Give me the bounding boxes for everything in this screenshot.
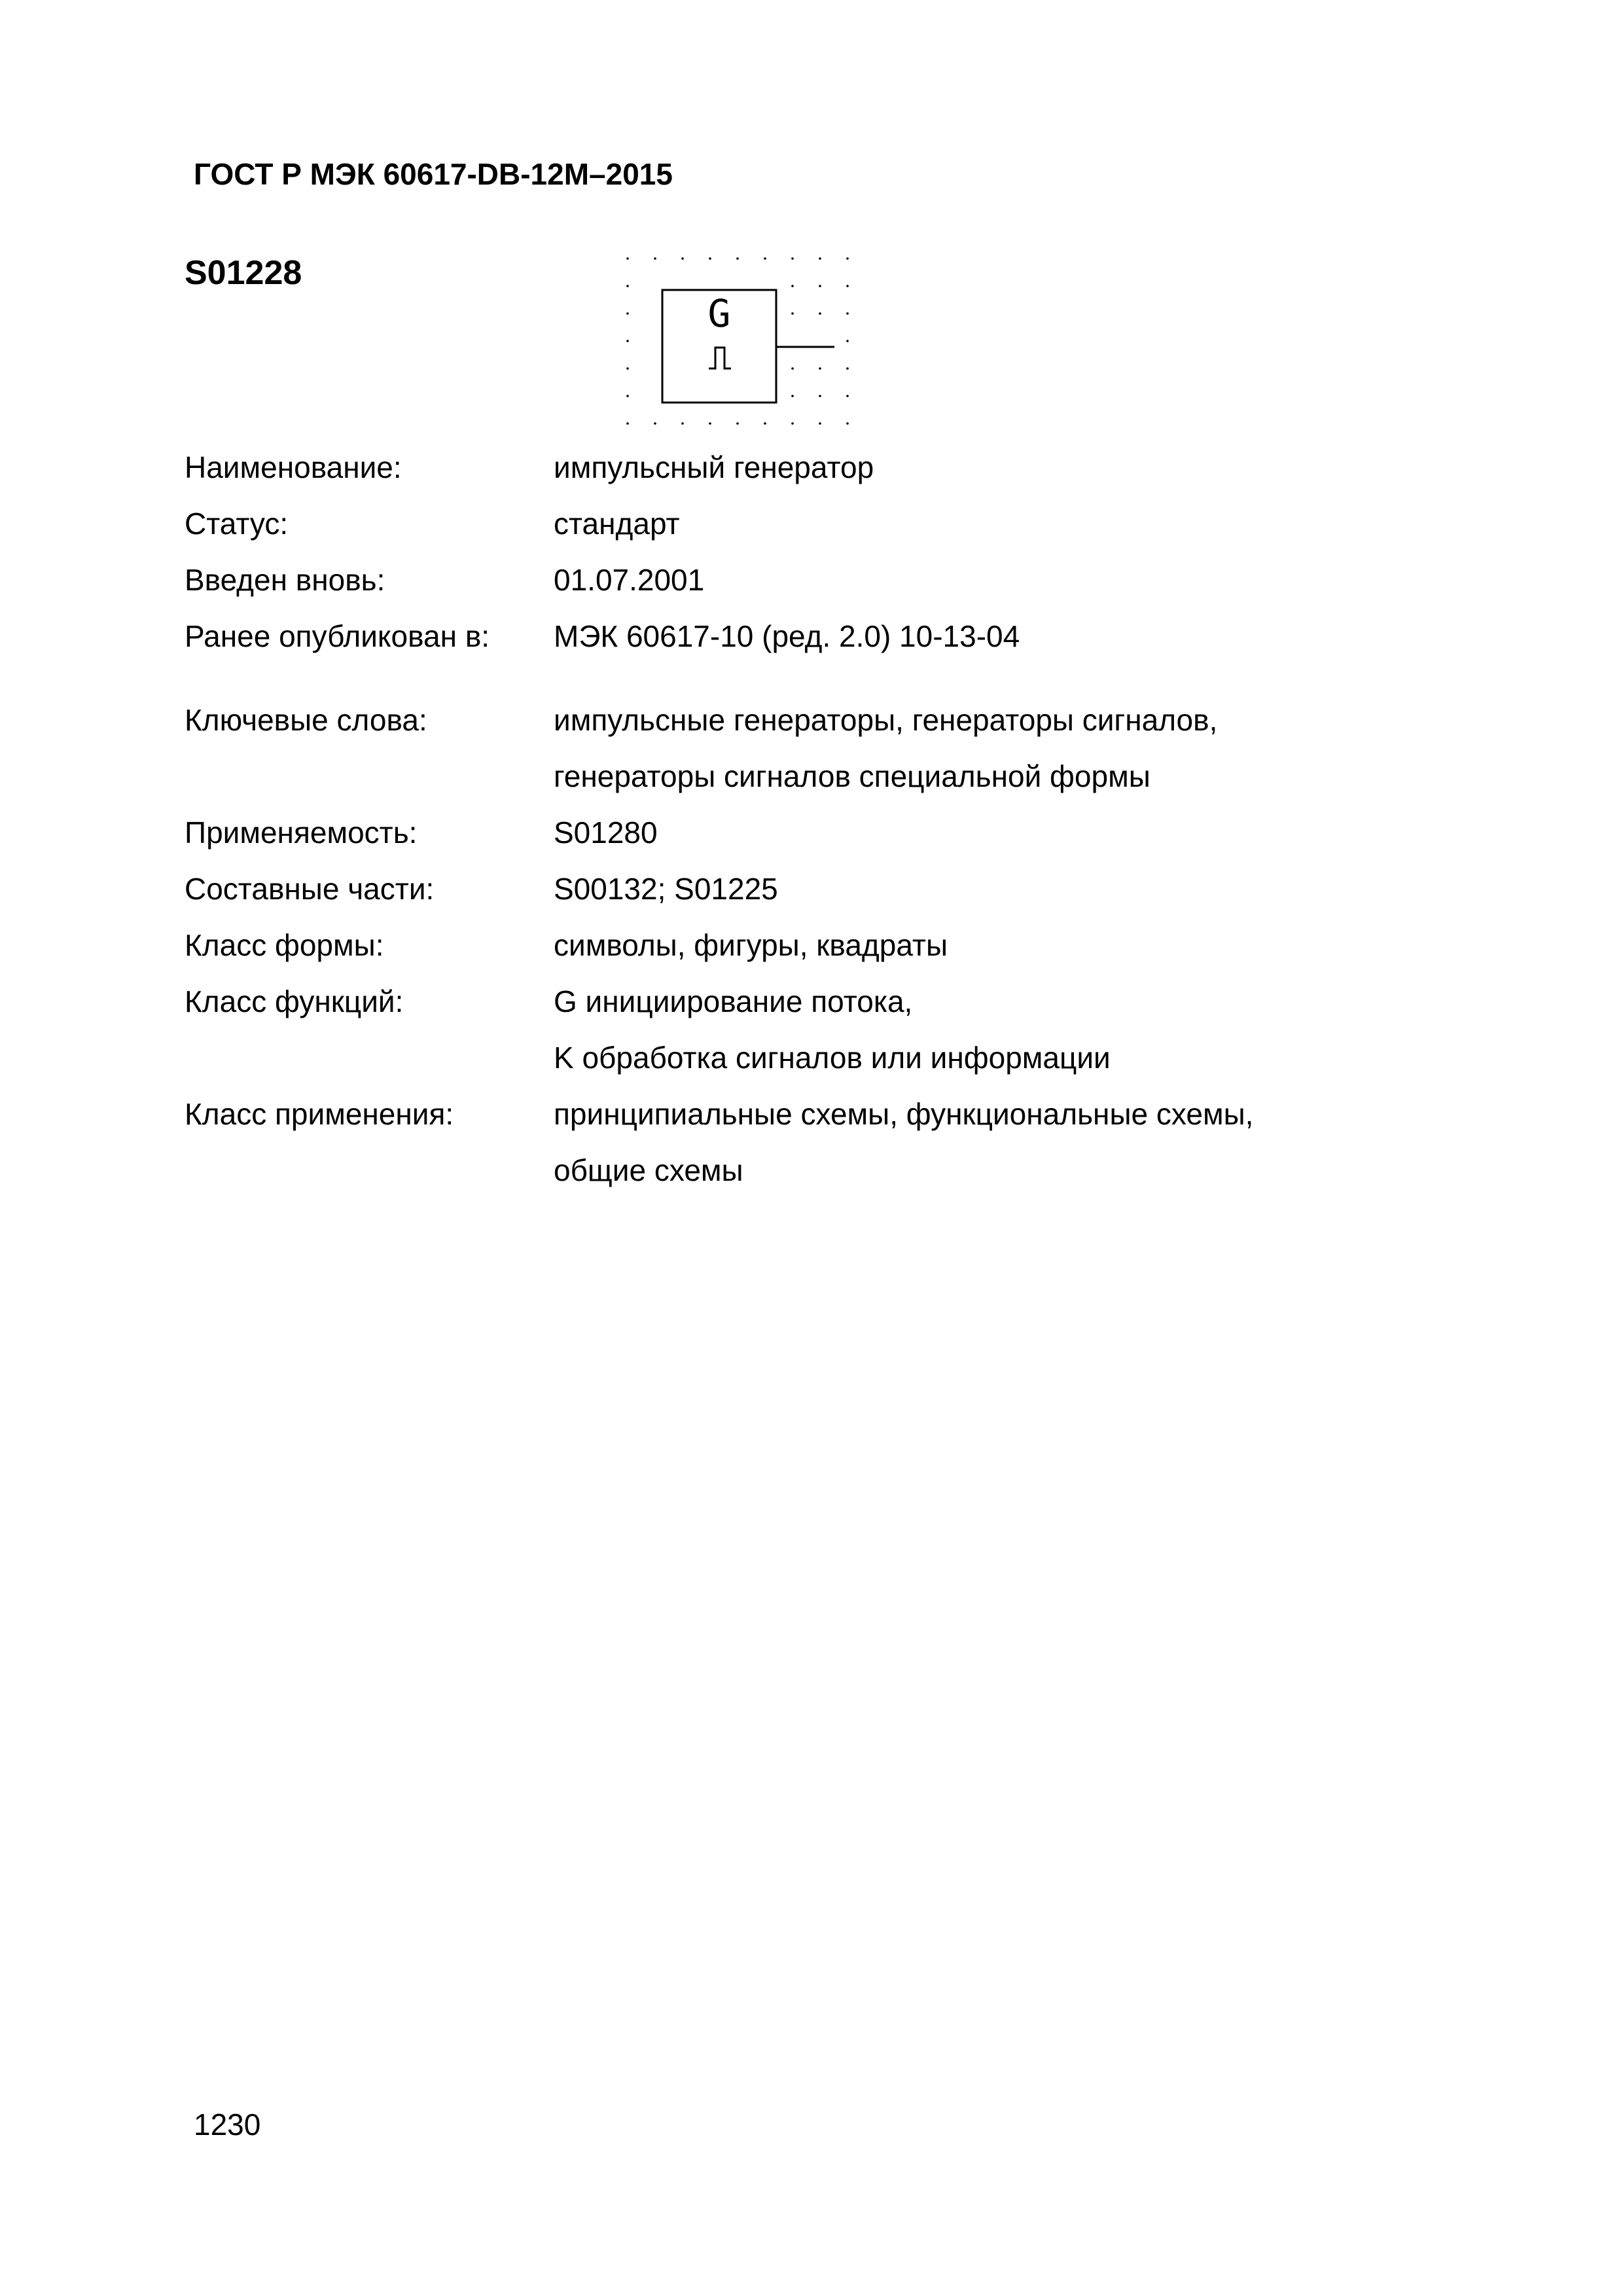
- grid-dot: [819, 285, 821, 287]
- grid-dot: [791, 395, 794, 397]
- standard-title: ГОСТ Р МЭК 60617-DB-12M–2015: [194, 157, 673, 191]
- property-values: [554, 861, 1428, 917]
- property-row: [185, 1086, 1428, 1198]
- grid-dot: [736, 422, 739, 425]
- property-values: [554, 692, 1428, 804]
- property-value: символы, фигуры, квадраты: [554, 928, 948, 962]
- grid-dot: [626, 312, 629, 315]
- grid-dot: [681, 257, 684, 260]
- property-row: [185, 861, 1428, 917]
- property-value: импульсный генератор: [554, 450, 874, 484]
- property-row: [185, 608, 1428, 664]
- property-values: [554, 804, 1428, 861]
- grid-dot: [681, 422, 684, 425]
- property-value: S00132; S01225: [554, 872, 778, 906]
- property-values: [554, 917, 1428, 973]
- grid-dot: [709, 422, 711, 425]
- property-row: [185, 495, 1428, 552]
- property-row: [185, 917, 1428, 973]
- grid-dot: [626, 395, 629, 397]
- property-values: [554, 973, 1428, 1086]
- property-value: S01280: [554, 816, 658, 850]
- grid-dot: [819, 395, 821, 397]
- property-value: МЭК 60617-10 (ред. 2.0) 10-13-04: [554, 619, 1020, 653]
- property-row: [185, 973, 1428, 1086]
- grid-dots: [626, 257, 849, 425]
- grid-dot: [654, 422, 656, 425]
- property-value: 01.07.2001: [554, 563, 705, 597]
- property-row: [185, 552, 1428, 608]
- property-values: [554, 608, 1428, 664]
- property-values: [554, 1086, 1428, 1198]
- grid-dot: [764, 257, 766, 260]
- property-label: Введен вновь:: [185, 563, 385, 597]
- property-value: принципиальные схемы, функциональные схемы,: [554, 1097, 1254, 1131]
- property-value: импульсные генераторы, генераторы сигналов,: [554, 703, 1218, 737]
- property-label: Класс применения:: [185, 1097, 454, 1131]
- property-value: стандарт: [554, 507, 680, 541]
- property-label: Ранее опубликован в:: [185, 619, 490, 653]
- pulse-icon: [709, 348, 731, 368]
- grid-dot: [626, 257, 629, 260]
- grid-dot: [626, 285, 629, 287]
- grid-dot: [819, 367, 821, 370]
- page-number: 1230: [194, 2108, 261, 2142]
- grid-dot: [626, 367, 629, 370]
- grid-dot: [709, 257, 711, 260]
- property-label: Ключевые слова:: [185, 703, 427, 737]
- property-label: Наименование:: [185, 450, 402, 484]
- property-label: Класс формы:: [185, 928, 384, 962]
- grid-dot: [791, 285, 794, 287]
- property-values: [554, 439, 1428, 495]
- grid-dot: [846, 367, 849, 370]
- property-value: генераторы сигналов специальной формы: [554, 759, 1150, 793]
- grid-dot: [626, 422, 629, 425]
- grid-dot: [791, 257, 794, 260]
- grid-dot: [846, 312, 849, 315]
- grid-dot: [626, 340, 629, 342]
- property-values: [554, 495, 1428, 552]
- properties-list: [185, 439, 1428, 1198]
- grid-dot: [846, 340, 849, 342]
- property-row: [185, 692, 1428, 804]
- grid-dot: [736, 257, 739, 260]
- property-value: K обработка сигналов или информации: [554, 1041, 1111, 1075]
- grid-dot: [846, 422, 849, 425]
- grid-dot: [764, 422, 766, 425]
- property-label: Составные части:: [185, 872, 435, 906]
- grid-dot: [819, 257, 821, 260]
- grid-dot: [791, 367, 794, 370]
- pulse-generator-symbol: [625, 252, 887, 442]
- property-values: [554, 552, 1428, 608]
- grid-dot: [846, 285, 849, 287]
- symbol-code: S01228: [185, 254, 302, 292]
- grid-dot: [819, 422, 821, 425]
- grid-dot: [791, 422, 794, 425]
- property-row: [185, 439, 1428, 495]
- grid-dot: [846, 257, 849, 260]
- property-row: [185, 804, 1428, 861]
- property-label: Класс функций:: [185, 984, 404, 1018]
- grid-dot: [819, 312, 821, 315]
- grid-dot: [654, 257, 656, 260]
- property-value: G инициирование потока,: [554, 984, 913, 1018]
- property-value: общие схемы: [554, 1153, 743, 1187]
- symbol-letter: G: [707, 291, 731, 336]
- grid-dot: [846, 395, 849, 397]
- property-label: Применяемость:: [185, 816, 418, 850]
- property-label: Статус:: [185, 507, 289, 541]
- grid-dot: [791, 312, 794, 315]
